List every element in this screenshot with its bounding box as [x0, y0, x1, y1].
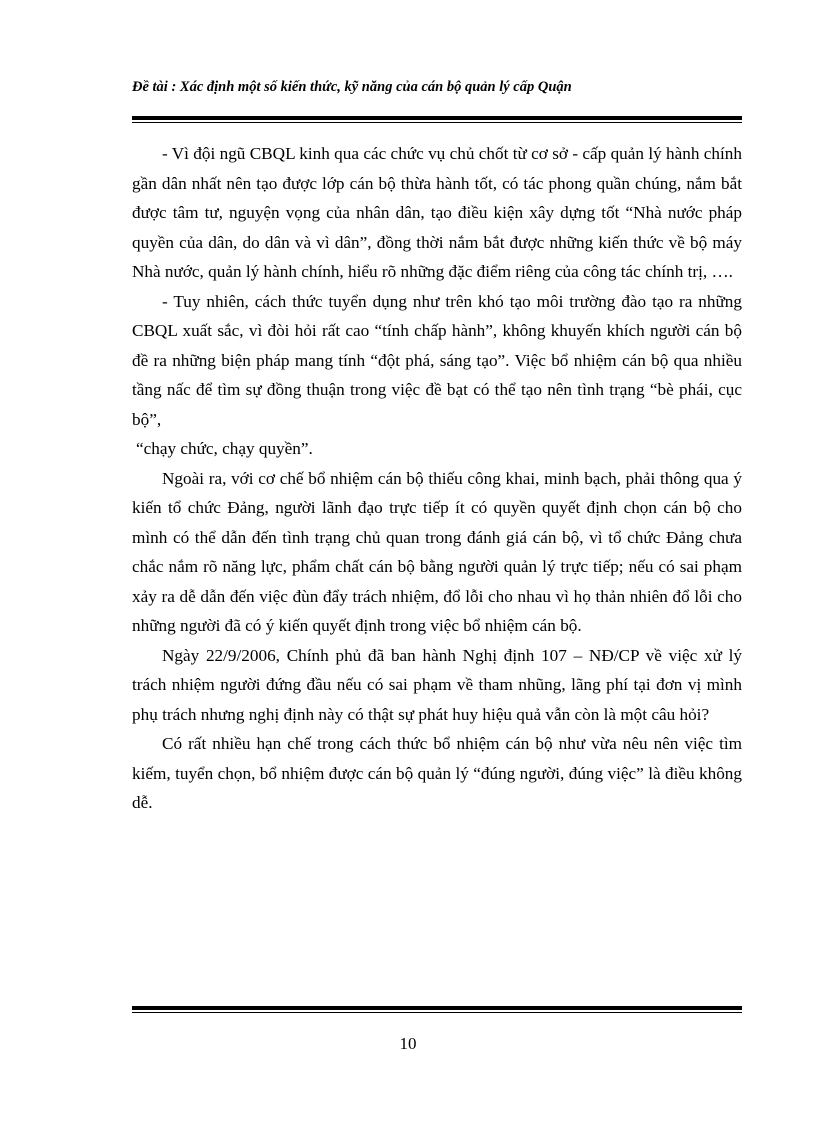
paragraph-conclusion: Có rất nhiều hạn chế trong cách thức bổ nhiệm cán bộ như vừa nêu nên việc tìm kiếm, tuyển chọn, bổ nhiệm được cán bộ quản lý “đúng người, đúng việc” là điều không dễ. — [132, 734, 742, 812]
paragraph-appointment-mechanism: Ngoài ra, với cơ chế bổ nhiệm cán bộ thiếu công khai, minh bạch, phải thông qua ý kiến tổ chức Đảng, người lãnh đạo trực tiếp ít có quyền quyết định chọn cán bộ cho mình có thể dẫn đến tình trạng chủ quan trong đánh giá cán bộ, vì tổ chức Đảng chưa chắc nắm rõ năng lực, phẩm chất cán bộ bằng người quản lý trực tiếp; nếu có sai phạm xảy ra dễ dẫn đến việc đùn đẩy trách nhiệm, đổ lỗi cho nhau vì họ thản nhiên đổ lỗi cho những người đã có ý kiến quyết định trong việc bổ nhiệm cán bộ. — [132, 468, 742, 635]
document-body — [132, 139, 742, 818]
page-number: 10 — [399, 1034, 417, 1053]
document-header-title: Đề tài : Xác định một số kiến thức, kỹ năng của cán bộ quản lý cấp Quận — [132, 79, 572, 95]
paragraph-advantages: - Vì đội ngũ CBQL kinh qua các chức vụ chủ chốt từ cơ sở - cấp quản lý hành chính gần dân nhất nên tạo được lớp cán bộ thừa hành tốt, có tác phong quần chúng, nắm bắt được tâm tư, nguyện vọng của nhân dân, tạo điều kiện xây dựng tốt “Nhà nước pháp quyền của dân, do dân và vì dân”, đồng thời nắm bắt được những kiến thức về bộ máy Nhà nước, quản lý hành chính, hiểu rõ những đặc điểm riêng của công tác chính trị, …. — [132, 144, 742, 281]
footer-divider — [132, 1006, 742, 1013]
header-divider — [132, 116, 742, 123]
paragraph-limitations-continued: “chạy chức, chạy quyền”. — [136, 439, 313, 458]
paragraph-limitations: - Tuy nhiên, cách thức tuyển dụng như trên khó tạo môi trường đào tạo ra những CBQL xuất sắc, vì đòi hỏi rất cao “tính chấp hành”, không khuyến khích người cán bộ đề ra những biện pháp mang tính “đột phá, sáng tạo”. Việc bổ nhiệm cán bộ qua nhiều tầng nấc để tìm sự đồng thuận trong việc đề bạt có thể tạo nên tình trạng “bè phái, cục bộ”, — [132, 291, 742, 429]
paragraph-decree-107: Ngày 22/9/2006, Chính phủ đã ban hành Nghị định 107 – NĐ/CP về việc xử lý trách nhiệm người đứng đầu nếu có sai phạm về tham nhũng, lãng phí tại đơn vị mình phụ trách nhưng nghị định này có thật sự phát huy hiệu quả vẫn còn là một câu hỏi? — [132, 645, 742, 724]
